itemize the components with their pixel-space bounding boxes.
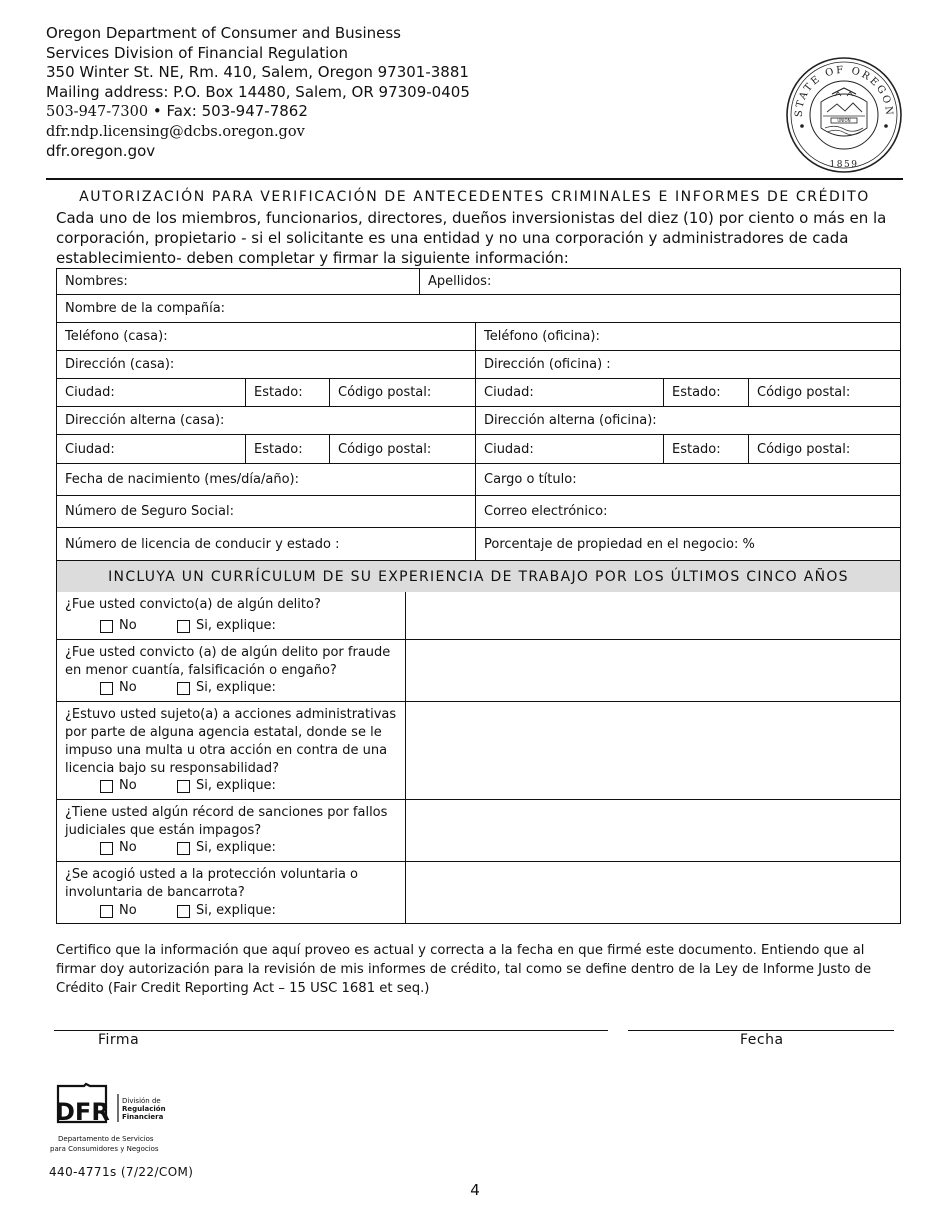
home-zip-field[interactable]: Código postal: — [330, 379, 476, 407]
alt-office-state-field[interactable]: Estado: — [664, 435, 749, 464]
option-no[interactable]: No — [100, 679, 177, 697]
mailing-address: Mailing address: P.O. Box 14480, Salem, OR 97309-0405 — [46, 82, 470, 101]
yes-checkbox[interactable] — [177, 682, 190, 695]
office-zip-field[interactable]: Código postal: — [749, 379, 900, 407]
state-of-oregon-seal — [785, 56, 903, 174]
yes-checkbox[interactable] — [177, 842, 190, 855]
form-title: AUTORIZACIÓN PARA VERIFICACIÓN DE ANTECEDENTES CRIMINALES E INFORMES DE CRÉDITO — [79, 189, 870, 205]
option-yes-explain[interactable]: Si, explique: — [177, 617, 276, 635]
resume-instruction-banner: INCLUYA UN CURRÍCULUM DE SU EXPERIENCIA DE TRABAJO POR LOS ÚLTIMOS CINCO AÑOS — [57, 561, 900, 592]
yes-checkbox[interactable] — [177, 905, 190, 918]
alt-home-address-field[interactable]: Dirección alterna (casa): — [57, 407, 476, 435]
question-cell — [57, 640, 406, 701]
form-number: 440-4771s (7/22/COM) — [49, 1165, 194, 1179]
explanation-field[interactable] — [406, 640, 900, 701]
question-row — [57, 592, 900, 640]
question-text: ¿Fue usted convicto(a) de algún delito? — [65, 597, 321, 612]
logo-division-line3: Financiera — [122, 1113, 164, 1121]
agency-name-line1: Oregon Department of Consumer and Business — [46, 24, 401, 42]
fax-number: Fax: 503-947-7862 — [166, 102, 308, 120]
answer-options — [100, 839, 276, 857]
no-checkbox[interactable] — [100, 620, 113, 633]
applicant-info-grid — [56, 268, 901, 592]
signature-line[interactable] — [54, 1030, 608, 1031]
question-row — [57, 800, 900, 862]
question-text: ¿Se acogió usted a la protección voluntaria o involuntaria de bancarrota? — [65, 867, 359, 900]
office-city-field[interactable]: Ciudad: — [476, 379, 664, 407]
header-divider — [46, 178, 903, 180]
company-name-field[interactable]: Nombre de la compañía: — [57, 295, 900, 323]
option-yes-explain[interactable]: Si, explique: — [177, 902, 276, 920]
question-cell — [57, 592, 406, 639]
home-address-field[interactable]: Dirección (casa): — [57, 351, 476, 379]
logo-division-line1: División de — [122, 1097, 161, 1105]
option-yes-explain[interactable]: Si, explique: — [177, 839, 276, 857]
alt-office-address-field[interactable]: Dirección alterna (oficina): — [476, 407, 900, 435]
question-row — [57, 862, 900, 924]
option-yes-explain[interactable]: Si, explique: — [177, 679, 276, 697]
agency-website: dfr.oregon.gov — [46, 142, 156, 160]
alt-office-city-field[interactable]: Ciudad: — [476, 435, 664, 464]
question-text: ¿Estuvo usted sujeto(a) a acciones administrativas por parte de alguna agencia estatal, donde se le impuso una multa u otra acción en contra de una licencia bajo su responsabilidad? — [65, 707, 397, 776]
question-row — [57, 702, 900, 800]
explanation-field[interactable] — [406, 800, 900, 861]
logo-abbr: DFR — [55, 1098, 110, 1126]
option-yes-explain[interactable]: Si, explique: — [177, 777, 276, 795]
no-checkbox[interactable] — [100, 682, 113, 695]
seal-banner-text: UNION — [837, 118, 851, 123]
agency-name-line2: Services Division of Financial Regulation — [46, 43, 348, 62]
question-cell — [57, 702, 406, 799]
home-state-field[interactable]: Estado: — [246, 379, 330, 407]
form-instructions: Cada uno de los miembros, funcionarios, directores, dueños inversionistas del diez (10) por ciento o más en la corporación, propietario - si el solicitante es una entidad y no una corporación y administradores de cada establecimiento- deben completar y firmar la siguiente información: — [56, 209, 887, 267]
job-title-field[interactable]: Cargo o título: — [476, 464, 900, 496]
yes-checkbox[interactable] — [177, 780, 190, 793]
disclosure-questions-table — [56, 592, 901, 924]
alt-office-zip-field[interactable]: Código postal: — [749, 435, 900, 464]
question-row — [57, 640, 900, 702]
office-address-field[interactable]: Dirección (oficina) : — [476, 351, 900, 379]
phone-fax-line — [46, 102, 470, 123]
bullet-separator: • — [152, 102, 162, 120]
question-text: ¿Tiene usted algún récord de sanciones por fallos judiciales que están impagos? — [65, 805, 388, 838]
email-field[interactable]: Correo electrónico: — [476, 496, 900, 528]
explanation-field[interactable] — [406, 702, 900, 799]
logo-division-line2: Regulación — [122, 1105, 166, 1113]
agency-email: dfr.ndp.licensing@dcbs.oregon.gov — [46, 123, 305, 140]
signature-label: Firma — [98, 1032, 140, 1048]
question-cell — [57, 862, 406, 924]
explanation-field[interactable] — [406, 592, 900, 639]
answer-options — [100, 617, 276, 635]
alt-home-zip-field[interactable]: Código postal: — [330, 435, 476, 464]
seal-year: 1859 — [829, 160, 859, 170]
home-city-field[interactable]: Ciudad: — [57, 379, 246, 407]
option-no[interactable]: No — [100, 902, 177, 920]
ownership-percent-field[interactable]: Porcentaje de propiedad en el negocio: % — [476, 528, 900, 561]
logo-dept-line2: para Consumidores y Negocios — [50, 1145, 159, 1153]
date-line[interactable] — [628, 1030, 894, 1031]
answer-options — [100, 777, 276, 795]
phone-number: 503-947-7300 — [46, 104, 149, 120]
question-cell — [57, 800, 406, 861]
answer-options — [100, 679, 276, 697]
office-phone-field[interactable]: Teléfono (oficina): — [476, 323, 900, 351]
alt-home-city-field[interactable]: Ciudad: — [57, 435, 246, 464]
seal-top-text: STATE OF OREGON — [793, 64, 895, 118]
yes-checkbox[interactable] — [177, 620, 190, 633]
question-text: ¿Fue usted convicto (a) de algún delito por fraude en menor cuantía, falsificación o engaño? — [65, 645, 391, 678]
logo-dept-line1: Departamento de Servicios — [58, 1135, 154, 1143]
option-no[interactable]: No — [100, 617, 177, 635]
no-checkbox[interactable] — [100, 780, 113, 793]
certification-statement: Certifico que la información que aquí proveo es actual y correcta a la fecha en que firmé este documento. Entiendo que al firmar doy autorización para la revisión de mis informes de crédito, tal como se define dentro de la Ley de Informe Justo de Crédito (Fair Credit Reporting Act – 15 USC 1681 et seq.) — [56, 943, 872, 996]
dfr-logo — [50, 1082, 175, 1154]
drivers-license-field[interactable]: Número de licencia de conducir y estado : — [57, 528, 476, 561]
agency-address-block — [46, 24, 470, 162]
ssn-field[interactable]: Número de Seguro Social: — [57, 496, 476, 528]
date-label: Fecha — [740, 1032, 784, 1048]
no-checkbox[interactable] — [100, 905, 113, 918]
page-number: 4 — [470, 1181, 480, 1199]
answer-options — [100, 902, 276, 920]
option-no[interactable]: No — [100, 839, 177, 857]
street-address: 350 Winter St. NE, Rm. 410, Salem, Oregon 97301-3881 — [46, 63, 469, 81]
option-no[interactable]: No — [100, 777, 177, 795]
explanation-field[interactable] — [406, 862, 900, 924]
birth-date-field[interactable]: Fecha de nacimiento (mes/día/año): — [57, 464, 476, 496]
no-checkbox[interactable] — [100, 842, 113, 855]
office-state-field[interactable]: Estado: — [664, 379, 749, 407]
last-name-field[interactable]: Apellidos: — [420, 269, 900, 295]
alt-home-state-field[interactable]: Estado: — [246, 435, 330, 464]
home-phone-field[interactable]: Teléfono (casa): — [57, 323, 476, 351]
first-name-field[interactable]: Nombres: — [57, 269, 420, 295]
